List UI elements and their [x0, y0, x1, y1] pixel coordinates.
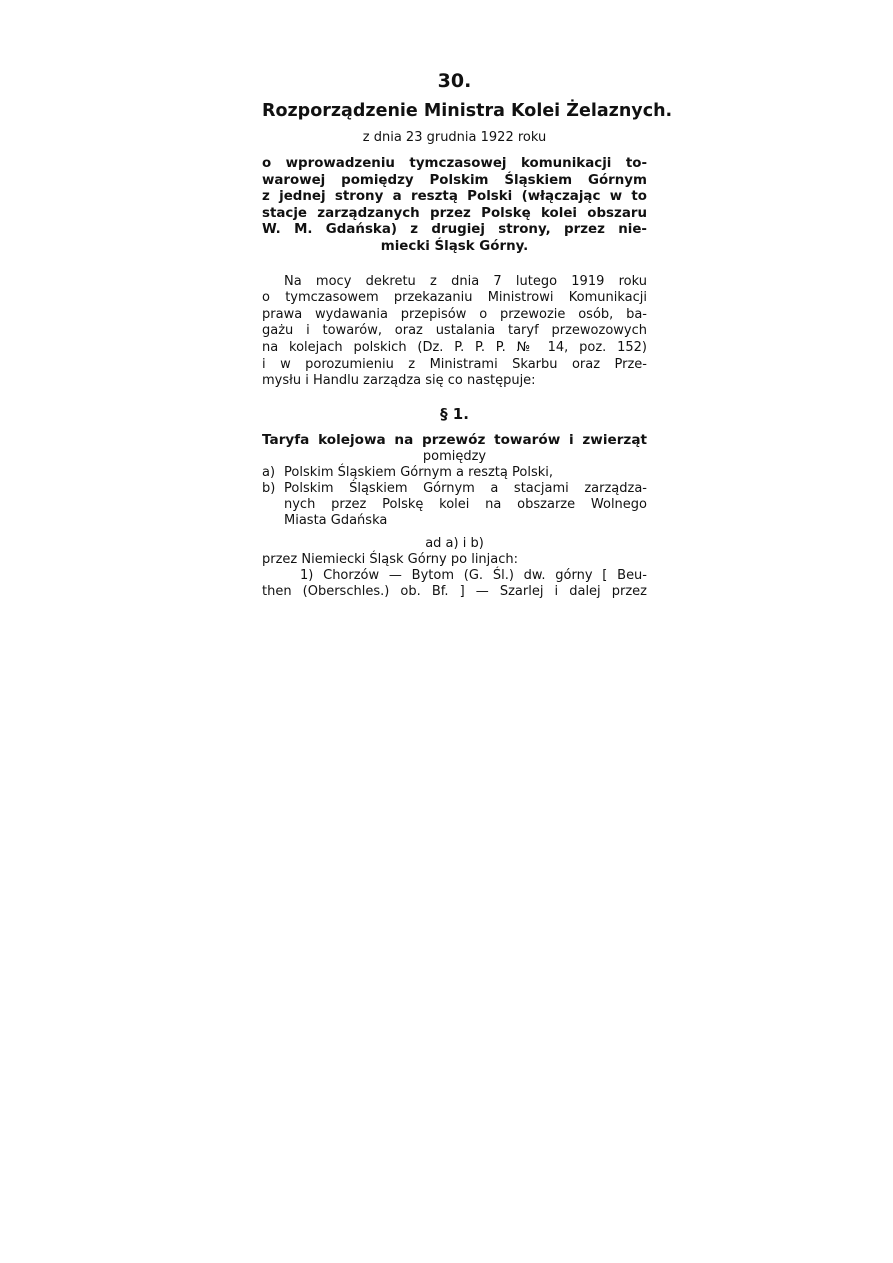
paragraph-line: i w porozumieniu z Ministrami Skarbu oraz Prze- — [262, 356, 647, 372]
paragraph-line: o tymczasowem przekazaniu Ministrowi Komunikacji — [262, 290, 647, 306]
subject-line: stacje zarządzanych przez Polskę kolei obszaru — [262, 205, 647, 221]
document-page — [262, 70, 673, 600]
paragraph-line: mysłu i Handlu zarządza się co następuje: — [262, 373, 536, 389]
document-date: z dnia 23 grudnia 1922 roku — [362, 130, 547, 145]
list-item-line: Polskim Śląskiem Górnym a stacjami zarządza- — [284, 480, 647, 496]
list-item-body — [284, 465, 647, 481]
list-marker: a) — [262, 464, 276, 480]
section-heading-text: Taryfa kolejowa na przewóz towarów i zwierząt — [262, 431, 647, 448]
list-item-line: Polskim Śląskiem Górnym a resztą Polski, — [284, 464, 553, 480]
list-item-body — [284, 481, 647, 529]
route-line: then (Oberschles.) ob. Bf. ] — Szarlej i dalej przez — [262, 583, 647, 599]
list-item-line: Miasta Gdańska — [284, 512, 388, 528]
document-subject — [262, 156, 647, 256]
list-marker: b) — [262, 480, 276, 496]
list-item — [262, 465, 647, 481]
paragraph-line: prawa wydawania przepisów o przewozie osób, ba- — [262, 306, 647, 322]
list-item — [262, 481, 647, 529]
route-paragraph — [262, 552, 647, 600]
route-line: 1) Chorzów — Bytom (G. Śl.) dw. górny [ Beu- — [300, 567, 647, 583]
section-heading — [262, 432, 647, 449]
document-title: Rozporządzenie Ministra Kolei Żelaznych. — [262, 101, 673, 121]
ad-label: ad a) i b) — [425, 535, 484, 551]
subject-line: W. M. Gdańska) z drugiej strony, przez nie- — [262, 222, 647, 238]
list-item-line: nych przez Polskę kolei na obszarze Wolnego — [284, 496, 647, 512]
document-number: 30. — [437, 70, 472, 92]
paragraph-line: gażu i towarów, oraz ustalania taryf przewozowych — [262, 323, 647, 339]
subject-line: miecki Śląsk Górny. — [380, 238, 529, 254]
subject-line: warowej pomiędzy Polskim Śląskiem Górnym — [262, 172, 647, 188]
intro-paragraph — [262, 274, 647, 390]
paragraph-line: Na mocy dekretu z dnia 7 lutego 1919 roku — [284, 273, 647, 289]
route-line: przez Niemiecki Śląsk Górny po linjach: — [262, 551, 519, 567]
subject-line: z jednej strony a resztą Polski (włączając w to — [262, 189, 647, 205]
paragraph-line: na kolejach polskich (Dz. P. P. P. № 14, poz. 152) — [262, 339, 647, 355]
between-label: pomiędzy — [422, 448, 487, 464]
section-label: § 1. — [440, 404, 469, 423]
subject-line: o wprowadzeniu tymczasowej komunikacji to- — [262, 156, 647, 171]
